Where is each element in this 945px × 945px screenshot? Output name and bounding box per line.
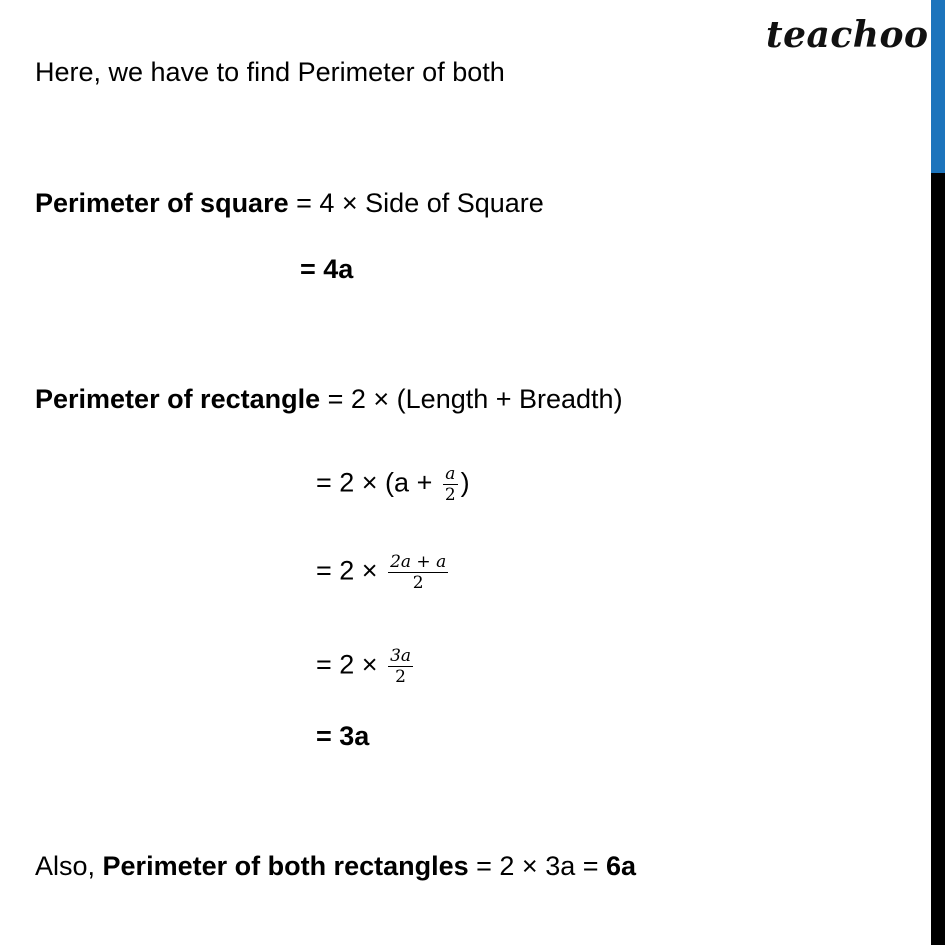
- fraction-3a-over-2: [388, 646, 413, 687]
- step-1-suffix: ): [460, 467, 470, 498]
- rectangle-step-2: [316, 552, 451, 593]
- intro-sentence: Here, we have to find Perimeter of both: [35, 57, 505, 87]
- fraction-denominator: 2: [412, 573, 424, 593]
- fraction-numerator: a: [443, 464, 458, 485]
- both-rectangles-label: Perimeter of both rectangles: [102, 851, 469, 881]
- fraction-denominator: 2: [395, 667, 406, 687]
- rectangle-perimeter-label: Perimeter of rectangle: [35, 384, 321, 414]
- both-rectangles-formula: = 2 × 3a =: [468, 851, 607, 881]
- fraction-denominator: 2: [444, 485, 456, 505]
- step-3-prefix: = 2 ×: [316, 649, 386, 680]
- teachoo-logo: teachoo: [766, 14, 929, 56]
- step-1-prefix: = 2 × (a +: [316, 467, 440, 498]
- square-perimeter-label: Perimeter of square: [35, 188, 289, 218]
- both-prefix: Also,: [35, 851, 103, 881]
- rectangle-perimeter-result: = 3a: [316, 721, 370, 751]
- both-rectangles-line: [35, 849, 636, 883]
- rectangle-step-3: [316, 646, 416, 687]
- fraction-numerator: 2a + a: [390, 552, 447, 572]
- fraction-a-over-2: [443, 464, 458, 505]
- intro-text: [35, 55, 505, 89]
- fraction-numerator: 3a: [390, 646, 412, 666]
- rectangle-perimeter-formula: = 2 × (Length + Breadth): [320, 384, 623, 414]
- square-perimeter-line: [35, 186, 544, 220]
- rectangle-step-1: [316, 464, 470, 505]
- square-perimeter-formula: = 4 × Side of Square: [288, 188, 544, 218]
- right-edge-accent: [931, 0, 945, 173]
- both-rectangles-result: 6a: [606, 851, 637, 881]
- rectangle-perimeter-line: [35, 382, 623, 416]
- fraction-2a-plus-a-over-2: [388, 552, 448, 593]
- step-2-prefix: = 2 ×: [316, 555, 386, 586]
- square-perimeter-result: = 4a: [300, 254, 354, 284]
